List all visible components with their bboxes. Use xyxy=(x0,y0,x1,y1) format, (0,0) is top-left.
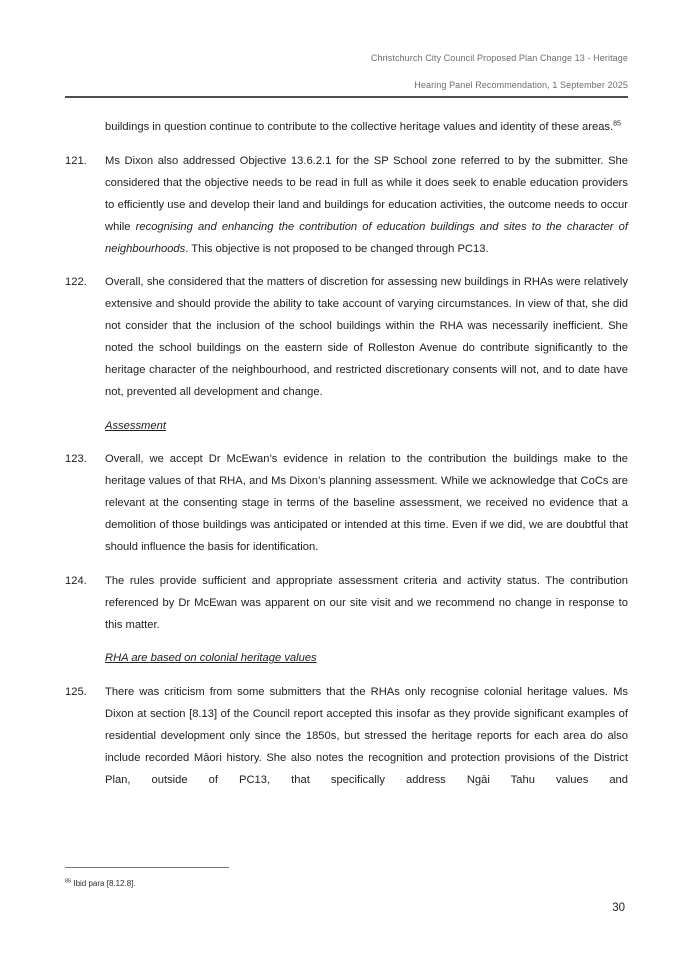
text-segment: Overall, she considered that the matters of discretion for assessing new buildings in RHAs were relatively extensive and should provide the ability to take account of varying circumstances. In view of that, she did not consider that the inclusion of the school buildings within the RHA was necessarily inefficient. She noted the school buildings on the eastern side of Rolleston Avenue do contribute significantly to the heritage character of the neighbourhood, and restricted discretionary consents will not, and to date have not, prevented all development and change. xyxy=(105,276,628,398)
paragraph-number: 125. xyxy=(65,685,87,698)
footnote-reference: 85 xyxy=(613,120,621,128)
text-segment: There was criticism from some submitters that the RHAs only recognise colonial heritage values. Ms Dixon at section [8.13] of the Council report accepted this insofar as they provide significant examples of residential development only since the 1850s, but stressed the heritage reports for each area do also include recorded Māori history. She also notes the recognition and protection provisions of the District Plan, outside of PC13, that specifically address Ngāi Tahu values and xyxy=(105,685,628,786)
numbered-paragraph xyxy=(65,271,628,403)
footnote xyxy=(65,879,136,889)
paragraph-number: 124. xyxy=(65,574,87,587)
numbered-paragraph xyxy=(65,448,628,558)
page-number: 30 xyxy=(612,902,625,914)
header-title: Christchurch City Council Proposed Plan Change 13 - Heritage xyxy=(370,53,628,63)
numbered-paragraph xyxy=(65,681,628,791)
paragraph-number: 121. xyxy=(65,154,87,167)
text-segment: . This objective is not proposed to be changed through PC13. xyxy=(185,242,489,255)
numbered-paragraph xyxy=(65,150,628,260)
numbered-paragraph xyxy=(65,570,628,636)
text-segment: buildings in question continue to contribute to the collective heritage values and identity of these areas. xyxy=(105,121,614,133)
footnote-text: Ibid para [8.12.8]. xyxy=(73,879,136,888)
footnote-marker: 85 xyxy=(65,878,72,885)
text-segment: Overall, we accept Dr McEwan’s evidence in relation to the contribution the buildings make to the heritage values of that RHA, and Ms Dixon’s planning assessment. While we acknowledge that CoCs are relevant at the consenting stage in terms of the baseline assessment, we received no evidence that a demolition of those buildings was anticipated or intended at this time. Even if we did, we are doubtful that should influence the basis for identification. xyxy=(105,453,628,553)
document-body xyxy=(65,116,628,791)
header-rule xyxy=(65,96,628,98)
section-heading: RHA are based on colonial heritage values xyxy=(105,652,317,664)
italic-text-segment: recognising and enhancing the contribution of education buildings and sites to the character of neighbourhoods xyxy=(105,220,629,255)
continuation-paragraph xyxy=(65,116,628,138)
page-header xyxy=(65,53,628,91)
footnote-separator xyxy=(65,867,229,868)
header-subtitle: Hearing Panel Recommendation, 1 September 2025 xyxy=(414,80,628,90)
paragraph-number: 123. xyxy=(65,453,87,465)
section-heading: Assessment xyxy=(105,419,166,432)
text-segment: The rules provide sufficient and appropriate assessment criteria and activity status. The contribution referenced by Dr McEwan was apparent on our site visit and we recommend no change in response to this matter. xyxy=(105,574,628,631)
text-segment: Ms Dixon also addressed Objective 13.6.2.1 for the SP School zone referred to by the submitter. She considered that the objective needs to be read in full as while it does seek to enable education providers to efficiently use and develop their land and buildings for education activities, the outcome needs to occur while xyxy=(105,154,628,233)
paragraph-number: 122. xyxy=(65,276,87,288)
